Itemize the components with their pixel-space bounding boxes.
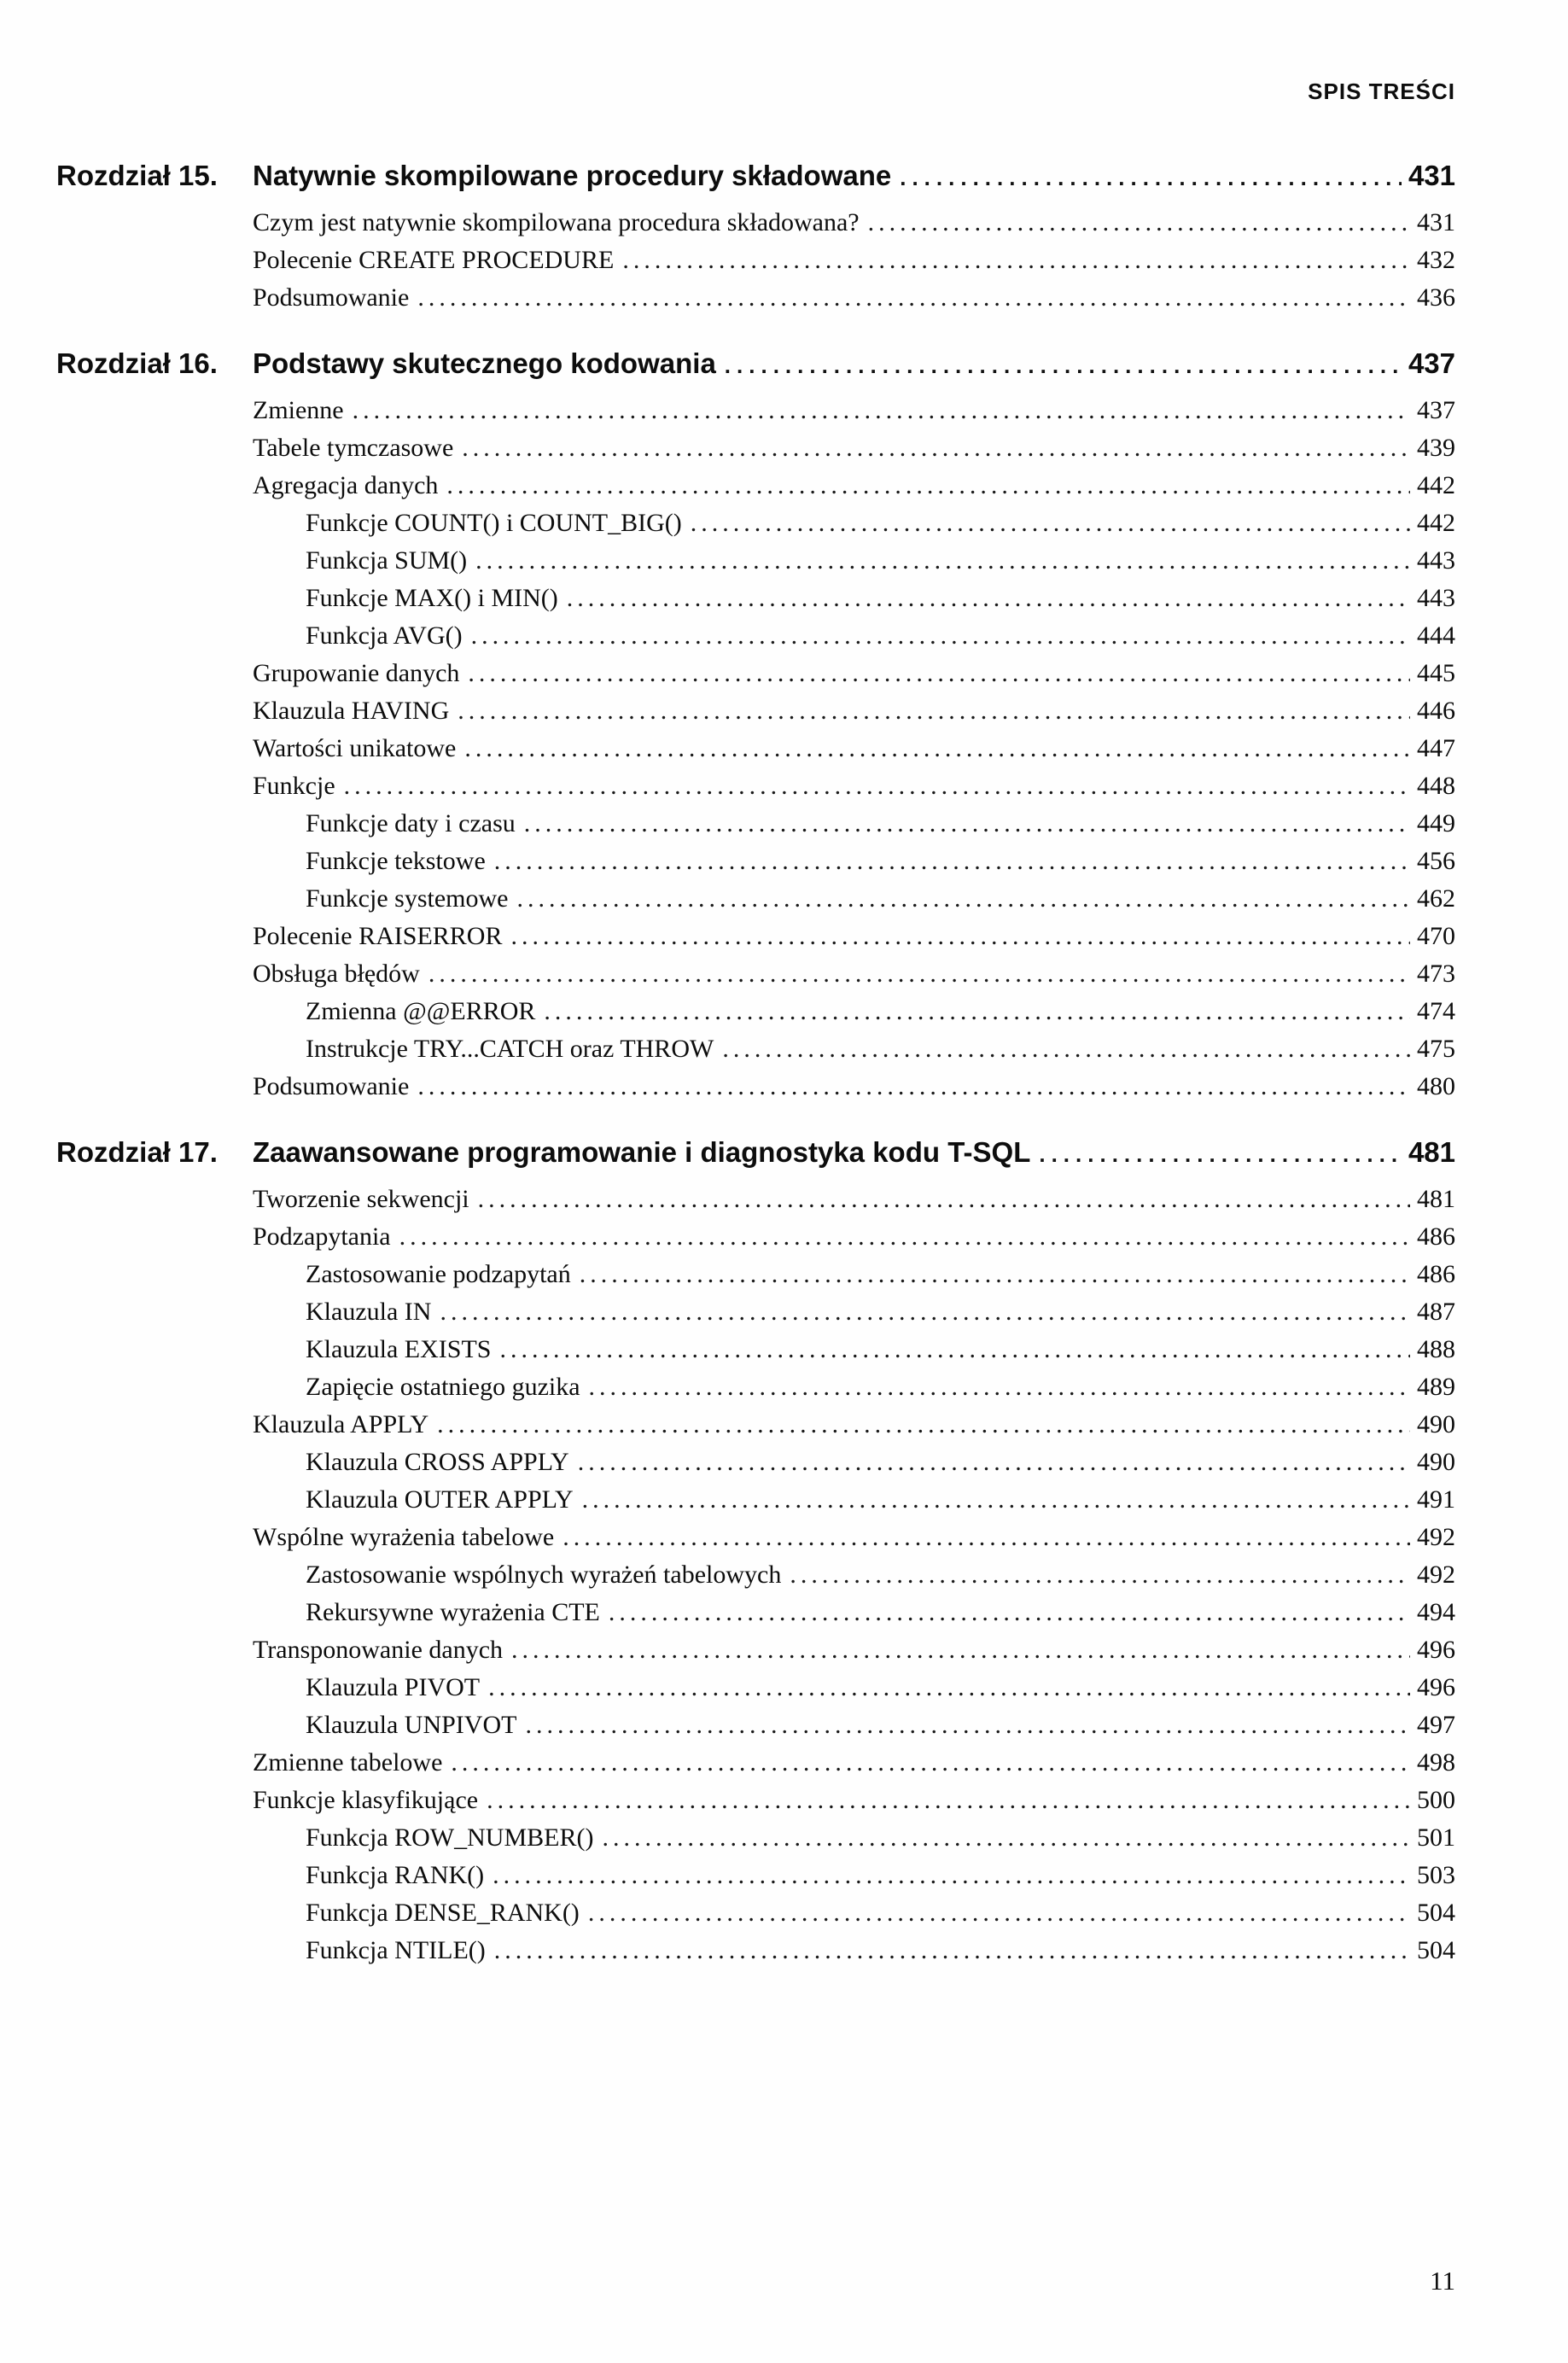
entry-page-number: 436 [1417,283,1455,312]
toc-content [56,0,1455,1969]
dot-leader [868,204,1410,242]
entry-title: Zastosowanie wspólnych wyrażeń tabelowych [306,1561,782,1589]
entry-page-number: 431 [1417,208,1455,236]
dot-leader [525,1707,1410,1744]
chapter-page-number: 437 [1408,347,1455,379]
toc-entry [56,1819,1455,1857]
toc-entry [56,1707,1455,1744]
entry-page-number: 473 [1417,960,1455,988]
entry-title: Funkcja NTILE() [306,1936,486,1964]
toc-entry [56,655,1455,692]
chapter-heading [56,1131,1455,1176]
dot-leader [462,429,1410,467]
dot-leader [464,730,1410,767]
dot-leader [440,1293,1410,1331]
toc-entry [56,918,1455,955]
toc-entry [56,1068,1455,1106]
toc-entry [56,880,1455,918]
toc-entry [56,1256,1455,1293]
toc-chapter [56,155,1455,317]
entry-page-number: 498 [1417,1748,1455,1777]
dot-leader [487,1782,1410,1819]
entry-title: Wartości unikatowe [253,734,457,762]
entry-page-number: 486 [1417,1260,1455,1288]
toc-entry [56,1293,1455,1331]
dot-leader [353,392,1410,429]
entry-page-number: 480 [1417,1072,1455,1100]
chapter-label: Rozdział 17. [56,1136,218,1168]
toc-entry [56,1744,1455,1782]
toc-entry [56,1406,1455,1444]
dot-leader [609,1594,1410,1631]
dot-leader [578,1444,1410,1481]
entry-page-number: 442 [1417,471,1455,499]
dot-leader [399,1218,1410,1256]
dot-leader [602,1819,1410,1857]
dot-leader [417,279,1410,317]
toc-entry [56,1368,1455,1406]
entry-title: Funkcja ROW_NUMBER() [306,1823,594,1852]
toc-entry [56,1218,1455,1256]
dot-leader [589,1368,1410,1406]
entry-page-number: 489 [1417,1373,1455,1401]
toc-entry [56,429,1455,467]
entry-page-number: 437 [1417,396,1455,424]
dot-leader [1039,1131,1402,1176]
toc-entry [56,467,1455,505]
entry-page-number: 462 [1417,884,1455,913]
toc-entry [56,542,1455,580]
entry-page-number: 475 [1417,1035,1455,1063]
entry-page-number: 487 [1417,1298,1455,1326]
entry-page-number: 456 [1417,847,1455,875]
entry-page-number: 496 [1417,1636,1455,1664]
dot-leader [451,1744,1410,1782]
entry-page-number: 492 [1417,1561,1455,1589]
entry-title: Funkcje [253,772,335,800]
dot-leader [562,1519,1410,1556]
dot-leader [446,467,1410,505]
entry-title: Klauzula PIVOT [306,1673,481,1701]
entry-page-number: 446 [1417,697,1455,725]
entry-title: Polecenie RAISERROR [253,922,503,950]
entry-title: Rekursywne wyrażenia CTE [306,1598,600,1626]
entry-title: Zmienne tabelowe [253,1748,443,1777]
entry-title: Funkcje klasyfikujące [253,1786,479,1814]
chapter-page-number: 431 [1408,160,1455,191]
dot-leader [493,1857,1410,1894]
chapter-title: Podstawy skutecznego kodowania [253,347,716,379]
page-footer [1430,2266,1455,2296]
toc-entry [56,1631,1455,1669]
entry-page-number: 448 [1417,772,1455,800]
entry-page-number: 432 [1417,246,1455,274]
dot-leader [417,1068,1410,1106]
entry-title: Funkcje systemowe [306,884,509,913]
dot-leader [344,767,1410,805]
toc-entry [56,767,1455,805]
entry-title: Klauzula IN [306,1298,432,1326]
toc-entry [56,1669,1455,1707]
toc-entry [56,993,1455,1030]
dot-leader [478,1181,1410,1218]
entry-page-number: 474 [1417,997,1455,1025]
entry-title: Tworzenie sekwencji [253,1185,469,1213]
toc-entry [56,1594,1455,1631]
dot-leader [475,542,1410,580]
entry-title: Funkcje tekstowe [306,847,486,875]
dot-leader [499,1331,1410,1368]
dot-leader [900,155,1402,199]
toc-entry [56,1181,1455,1218]
entry-title: Zastosowanie podzapytań [306,1260,571,1288]
entry-title: Klauzula APPLY [253,1410,429,1438]
entry-page-number: 490 [1417,1410,1455,1438]
dot-leader [468,655,1410,692]
toc-entry [56,1556,1455,1594]
dot-leader [511,918,1411,955]
entry-page-number: 504 [1417,1899,1455,1927]
entry-title: Podsumowanie [253,1072,410,1100]
dot-leader [544,993,1410,1030]
toc-list [56,155,1455,1969]
entry-title: Obsługa błędów [253,960,420,988]
dot-leader [725,342,1402,387]
dot-leader [494,843,1410,880]
dot-leader [588,1894,1410,1932]
toc-chapter [56,342,1455,1106]
page-number: 11 [1430,2266,1455,2296]
entry-page-number: 494 [1417,1598,1455,1626]
chapter-label: Rozdział 16. [56,347,218,379]
chapter-label: Rozdział 15. [56,160,218,191]
toc-entry [56,1331,1455,1368]
entry-title: Funkcja DENSE_RANK() [306,1899,580,1927]
entry-page-number: 445 [1417,659,1455,687]
toc-entry [56,1782,1455,1819]
dot-leader [580,1256,1410,1293]
dot-leader [516,880,1410,918]
dot-leader [428,955,1410,993]
entry-title: Funkcje daty i czasu [306,809,516,837]
entry-title: Transponowanie danych [253,1636,504,1664]
entry-page-number: 503 [1417,1861,1455,1889]
entry-title: Wspólne wyrażenia tabelowe [253,1523,555,1551]
dot-leader [582,1481,1410,1519]
entry-page-number: 481 [1417,1185,1455,1213]
toc-entry [56,692,1455,730]
entry-title: Funkcja AVG() [306,621,463,650]
entry-title: Funkcje COUNT() i COUNT_BIG() [306,509,682,537]
entry-title: Klauzula OUTER APPLY [306,1485,574,1514]
entry-page-number: 442 [1417,509,1455,537]
entry-title: Funkcja RANK() [306,1861,485,1889]
dot-leader [790,1556,1410,1594]
dot-leader [458,692,1410,730]
chapter-heading [56,342,1455,387]
dot-leader [622,242,1410,279]
toc-entry [56,580,1455,617]
toc-entry [56,1857,1455,1894]
chapter-heading [56,155,1455,199]
entry-title: Zmienne [253,396,344,424]
entry-page-number: 439 [1417,434,1455,462]
toc-entry [56,955,1455,993]
entry-page-number: 443 [1417,584,1455,612]
entry-title: Funkcja SUM() [306,546,468,575]
dot-leader [524,805,1410,843]
toc-entry [56,805,1455,843]
header-title: SPIS TREŚCI [1308,79,1455,104]
toc-entry [56,1932,1455,1969]
chapter-page-number: 481 [1408,1136,1455,1168]
toc-entry [56,1444,1455,1481]
entry-page-number: 500 [1417,1786,1455,1814]
entry-title: Klauzula UNPIVOT [306,1711,517,1739]
entry-title: Podsumowanie [253,283,410,312]
entry-title: Klauzula EXISTS [306,1335,492,1363]
entry-page-number: 470 [1417,922,1455,950]
entry-title: Klauzula CROSS APPLY [306,1448,569,1476]
entry-page-number: 491 [1417,1485,1455,1514]
toc-entry [56,1030,1455,1068]
entry-title: Agregacja danych [253,471,439,499]
entry-title: Grupowanie danych [253,659,460,687]
toc-entry [56,1481,1455,1519]
toc-chapter [56,1131,1455,1969]
toc-entry [56,392,1455,429]
chapter-title: Natywnie skompilowane procedury składowane [253,160,892,191]
entry-page-number: 488 [1417,1335,1455,1363]
toc-entry [56,204,1455,242]
entry-page-number: 449 [1417,809,1455,837]
entry-title: Zmienna @@ERROR [306,997,536,1025]
entry-page-number: 490 [1417,1448,1455,1476]
page-header [56,0,1455,105]
entry-page-number: 443 [1417,546,1455,575]
dot-leader [511,1631,1410,1669]
entry-title: Tabele tymczasowe [253,434,454,462]
entry-title: Klauzula HAVING [253,697,450,725]
dot-leader [488,1669,1410,1707]
entry-title: Funkcje MAX() i MIN() [306,584,558,612]
entry-page-number: 492 [1417,1523,1455,1551]
toc-entry [56,1519,1455,1556]
entry-page-number: 486 [1417,1222,1455,1251]
toc-entry [56,730,1455,767]
entry-title: Czym jest natywnie skompilowana procedura składowana? [253,208,860,236]
entry-page-number: 497 [1417,1711,1455,1739]
entry-page-number: 504 [1417,1936,1455,1964]
dot-leader [567,580,1410,617]
toc-entry [56,242,1455,279]
dot-leader [471,617,1410,655]
entry-page-number: 447 [1417,734,1455,762]
entry-page-number: 444 [1417,621,1455,650]
toc-entry [56,279,1455,317]
entry-title: Polecenie CREATE PROCEDURE [253,246,615,274]
entry-page-number: 501 [1417,1823,1455,1852]
entry-title: Podzapytania [253,1222,391,1251]
chapter-title: Zaawansowane programowanie i diagnostyka kodu T-SQL [253,1136,1031,1168]
dot-leader [437,1406,1410,1444]
toc-entry [56,1894,1455,1932]
dot-leader [722,1030,1410,1068]
toc-entry [56,617,1455,655]
toc-entry [56,843,1455,880]
dot-leader [691,505,1410,542]
entry-page-number: 496 [1417,1673,1455,1701]
entry-title: Zapięcie ostatniego guzika [306,1373,580,1401]
toc-entry [56,505,1455,542]
dot-leader [494,1932,1410,1969]
entry-title: Instrukcje TRY...CATCH oraz THROW [306,1035,714,1063]
